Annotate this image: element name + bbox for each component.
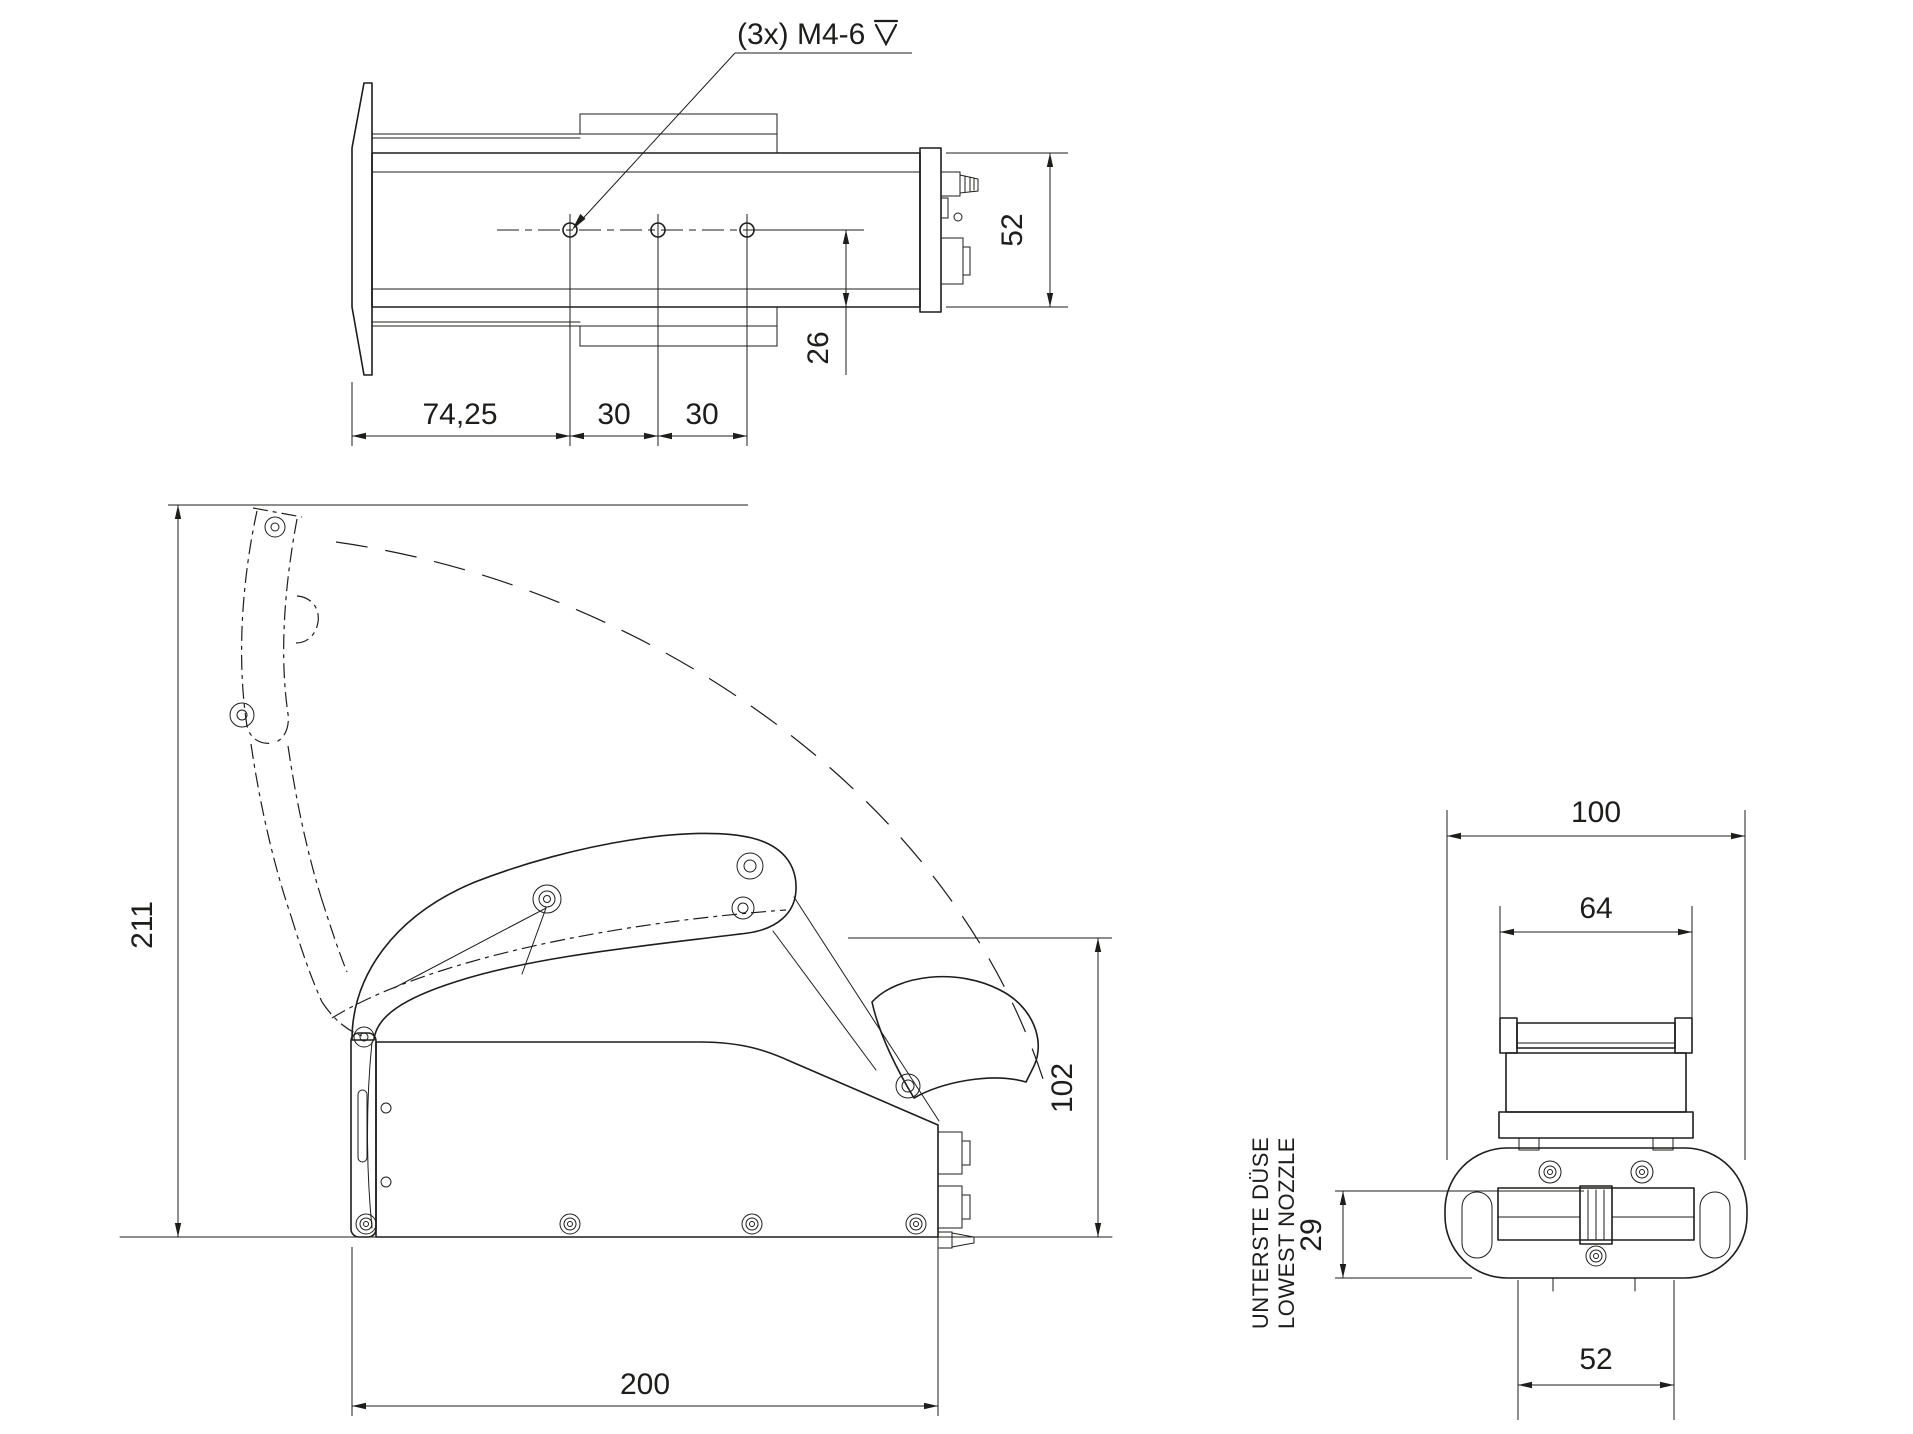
dim-102-label: 102 [1046,1062,1079,1114]
note-lowest-nozzle: LOWEST NOZZLE [1274,1137,1299,1329]
dim-74-25: 74,25 [422,398,498,431]
dim-211-label: 211 [126,901,159,949]
dim-100-label: 100 [1570,796,1622,829]
thread-note-label: (3x) M4-6 [737,18,866,51]
dim-64-label: 64 [1579,892,1613,925]
dim-200-label: 200 [619,1368,671,1401]
dim-30-b: 30 [685,398,719,431]
note-unterste-duese: UNTERSTE DÜSE [1248,1136,1273,1330]
dim-26-label: 26 [802,331,835,365]
dim-30-a: 30 [597,398,631,431]
dim-29-label: 29 [1295,1218,1328,1252]
dim-52-front-label: 52 [1579,1343,1613,1376]
dim-52-top-label: 52 [996,213,1029,247]
